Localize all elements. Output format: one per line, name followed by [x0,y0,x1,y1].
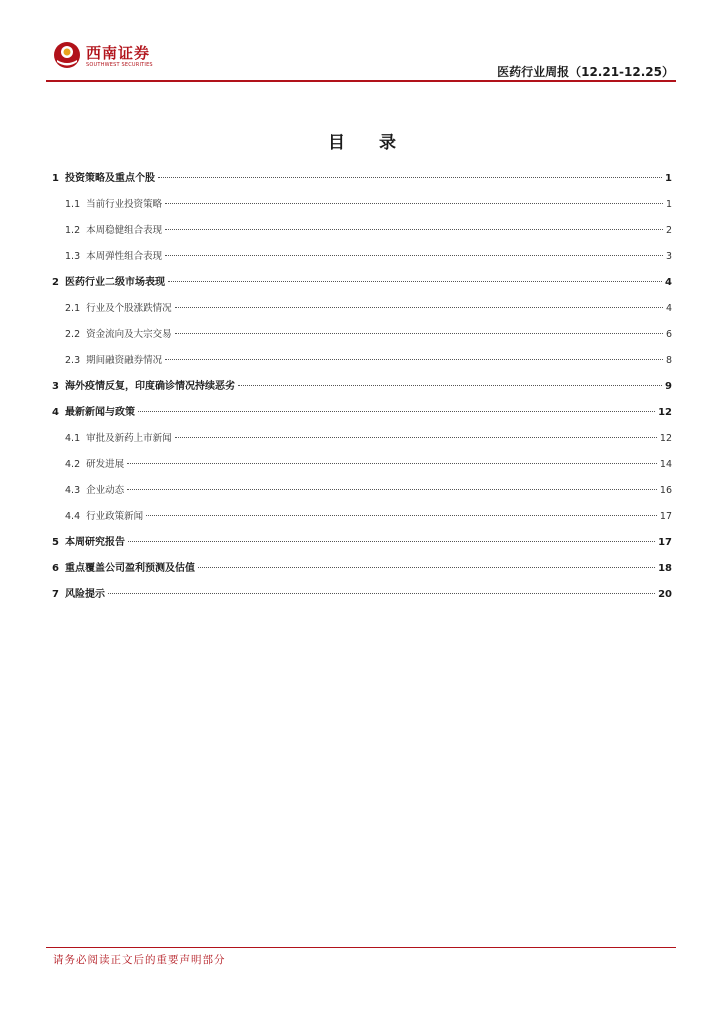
toc-entry-title: 本周稳健组合表现 [86,225,163,236]
southwest-securities-logo-icon [52,40,82,70]
toc-entry[interactable] [52,170,672,188]
toc-entry-number: 7 [52,589,59,600]
company-name-cn: 西南证券 [86,44,151,62]
footer-divider [46,947,676,948]
toc-entry-page: 20 [658,589,672,600]
toc-entry-title: 期间融资融券情况 [86,355,163,366]
toc-dot-leader [165,203,663,204]
toc-entry-page: 4 [665,277,672,288]
toc-entry[interactable] [52,430,672,448]
report-title: 医药行业周报（12.21-12.25） [497,65,674,79]
toc-entry-title: 医药行业二级市场表现 [64,277,165,288]
toc-dot-leader [175,437,657,438]
toc-dot-leader [146,515,657,516]
toc-entry-page: 1 [665,199,672,210]
toc-entry-number: 6 [52,563,59,574]
company-name-en: SOUTHWEST SECURITIES [86,62,153,68]
toc-entry-title: 海外疫情反复，印度确诊情况持续恶劣 [64,381,235,392]
toc-dot-leader [238,385,662,386]
toc-entry[interactable] [52,560,672,578]
toc-entry[interactable] [52,352,672,370]
toc-entry-title: 研发进展 [86,459,125,470]
toc-entry-number: 1 [52,173,59,184]
toc-entry-page: 16 [659,485,672,496]
toc-entry-number: 2 [52,277,59,288]
toc-entry-number: 4.1 [65,433,81,444]
toc-entry-title: 风险提示 [64,589,105,600]
toc-entry-number: 2.1 [65,303,81,314]
toc-dot-leader [127,463,657,464]
toc-entry-title: 本周弹性组合表现 [86,251,163,262]
toc-entry[interactable] [52,196,672,214]
toc-entry[interactable] [52,274,672,292]
toc-entry[interactable] [52,404,672,422]
toc-entry-page: 12 [658,407,672,418]
toc-dot-leader [165,229,663,230]
toc-entry-page: 14 [659,459,672,470]
toc-entry[interactable] [52,300,672,318]
toc-dot-leader [175,307,663,308]
toc-entry-title: 企业动态 [86,485,125,496]
toc-entry-number: 1.3 [65,251,81,262]
toc-entry-title: 最新新闻与政策 [64,407,135,418]
toc-entry-title: 资金流向及大宗交易 [86,329,172,340]
toc-entry[interactable] [52,534,672,552]
toc-dot-leader [165,255,663,256]
toc-entry[interactable] [52,456,672,474]
toc-entry-number: 4.2 [65,459,81,470]
toc-dot-leader [168,281,662,282]
toc-dot-leader [165,359,663,360]
toc-entry-title: 审批及新药上市新闻 [86,433,172,444]
toc-dot-leader [138,411,655,412]
toc-entry[interactable] [52,482,672,500]
toc-dot-leader [127,489,657,490]
toc-entry-number: 2.2 [65,329,81,340]
toc-entry-number: 2.3 [65,355,81,366]
toc-entry-title: 当前行业投资策略 [86,199,163,210]
footer-disclaimer: 请务必阅读正文后的重要声明部分 [53,954,226,966]
toc-entry-page: 9 [665,381,672,392]
toc-entry-number: 5 [52,537,59,548]
toc-entry-page: 4 [665,303,672,314]
toc-entry-title: 重点覆盖公司盈利预测及估值 [64,563,195,574]
toc-entry-title: 本周研究报告 [64,537,125,548]
toc-entry-page: 17 [659,511,672,522]
toc-dot-leader [128,541,655,542]
toc-entry[interactable] [52,222,672,240]
toc-entry-page: 17 [658,537,672,548]
toc-entry-title: 行业政策新闻 [86,511,144,522]
header-divider [46,80,676,82]
toc-entry-number: 4.3 [65,485,81,496]
toc-entry-number: 3 [52,381,59,392]
toc-entry[interactable] [52,586,672,604]
toc-heading: 目 录 [328,133,410,153]
toc-entry-page: 18 [658,563,672,574]
toc-entry[interactable] [52,508,672,526]
toc-dot-leader [198,567,655,568]
toc-entry-title: 投资策略及重点个股 [64,173,155,184]
toc-entry[interactable] [52,326,672,344]
toc-entry-number: 1.2 [65,225,81,236]
toc-entry-title: 行业及个股涨跌情况 [86,303,172,314]
toc-entry-number: 4.4 [65,511,81,522]
page-header [0,0,724,85]
toc-entry-number: 4 [52,407,59,418]
toc-entry-number: 1.1 [65,199,81,210]
toc-dot-leader [175,333,663,334]
toc-entry-page: 2 [665,225,672,236]
toc-entry-page: 8 [665,355,672,366]
company-logo [52,40,152,76]
toc-dot-leader [158,177,662,178]
toc-entry[interactable] [52,248,672,266]
toc-entry-page: 12 [659,433,672,444]
toc-entry[interactable] [52,378,672,396]
toc-entry-page: 1 [665,173,672,184]
toc-dot-leader [108,593,655,594]
toc-entry-page: 3 [665,251,672,262]
toc-entry-page: 6 [665,329,672,340]
